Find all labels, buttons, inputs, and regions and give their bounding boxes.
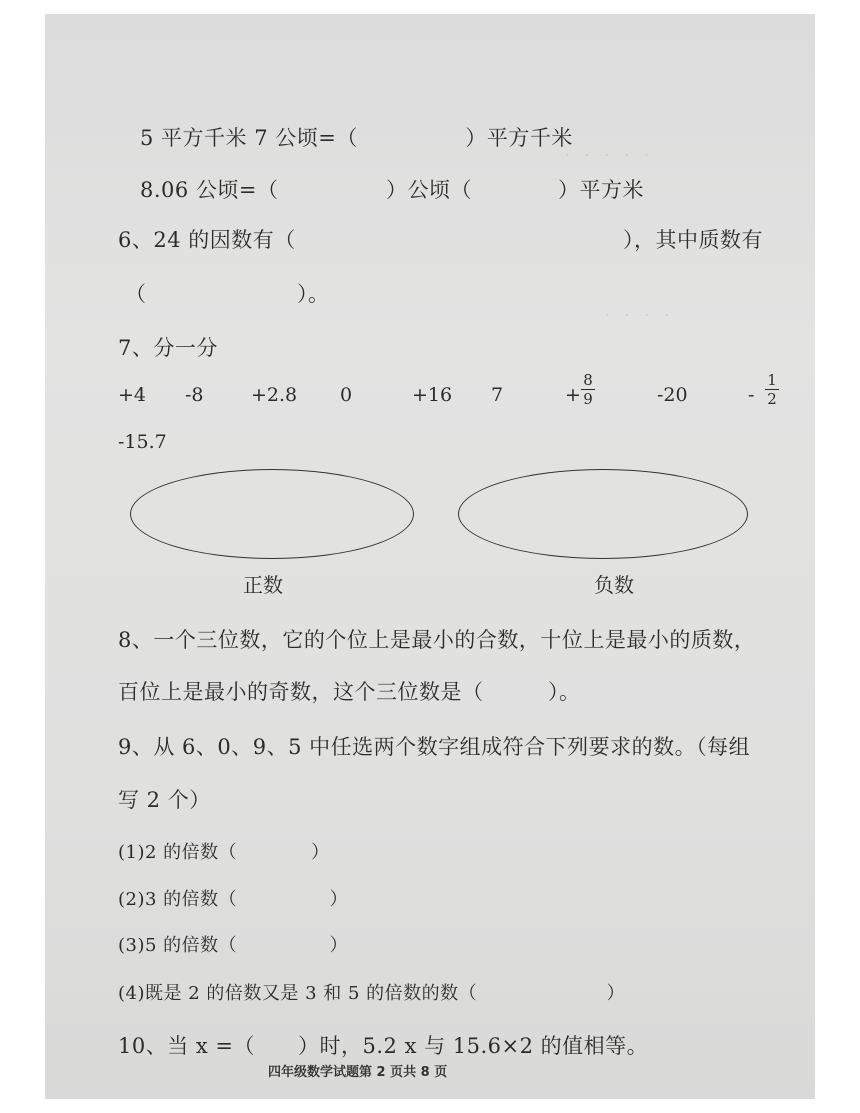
exam-paper (45, 14, 815, 1099)
fraction-sign: - (748, 384, 755, 406)
bleed-through-text: · · · · (605, 306, 670, 324)
question-7-title: 7、分一分 (118, 336, 218, 360)
number-item: -8 (185, 384, 204, 406)
number-item: 7 (491, 384, 504, 406)
number-item: -20 (657, 384, 688, 406)
question-9-item-3: (3)5 的倍数（ ） (118, 935, 349, 956)
question-9-item-4: (4)既是 2 的倍数又是 3 和 5 的倍数的数（ ） (118, 983, 626, 1004)
fraction-denominator: 9 (583, 390, 593, 408)
positive-numbers-oval (130, 469, 414, 559)
question-10: 10、当 x =（ ）时，5.2 x 与 15.6×2 的值相等。 (118, 1034, 649, 1058)
question-8-line-2: 百位上是最小的奇数，这个三位数是（ ）。 (118, 680, 581, 704)
question-6-part-b: ），其中质数有 (623, 228, 763, 252)
number-item: +16 (412, 384, 453, 406)
fraction-eight-ninths (581, 372, 595, 407)
number-item: -15.7 (118, 431, 167, 453)
question-6-part-a: 6、24 的因数有（ (118, 228, 296, 252)
number-item: 0 (340, 384, 353, 406)
question-9-line-2: 写 2 个） (118, 788, 211, 812)
fraction-numerator: 8 (583, 371, 593, 389)
page-footer: 四年级数学试题第 2 页共 8 页 (268, 1065, 448, 1080)
negative-oval-label: 负数 (594, 573, 634, 597)
question-9-item-1: (1)2 的倍数（ ） (118, 842, 330, 863)
fraction-sign: + (565, 384, 581, 406)
negative-numbers-oval (458, 469, 748, 559)
line-area-conversion-2: 8.06 公顷=（ ）公顷（ ）平方米 (140, 178, 645, 202)
bleed-through-text: · · · · · (565, 146, 649, 164)
number-item: +4 (118, 384, 147, 406)
number-item: +2.8 (251, 384, 298, 406)
fraction-denominator: 2 (767, 390, 777, 408)
question-6-part-c: （ ）。 (125, 282, 330, 306)
question-8-line-1: 8、一个三位数，它的个位上是最小的合数，十位上是最小的质数， (118, 628, 756, 652)
question-9-item-2: (2)3 的倍数（ ） (118, 889, 349, 910)
fraction-numerator: 1 (767, 371, 777, 389)
line-area-conversion-1: 5 平方千米 7 公顷=（ ）平方千米 (140, 126, 573, 150)
fraction-one-half (765, 372, 779, 407)
question-9-line-1: 9、从 6、0、9、5 中任选两个数字组成符合下列要求的数。（每组 (118, 735, 751, 759)
positive-oval-label: 正数 (243, 573, 283, 597)
